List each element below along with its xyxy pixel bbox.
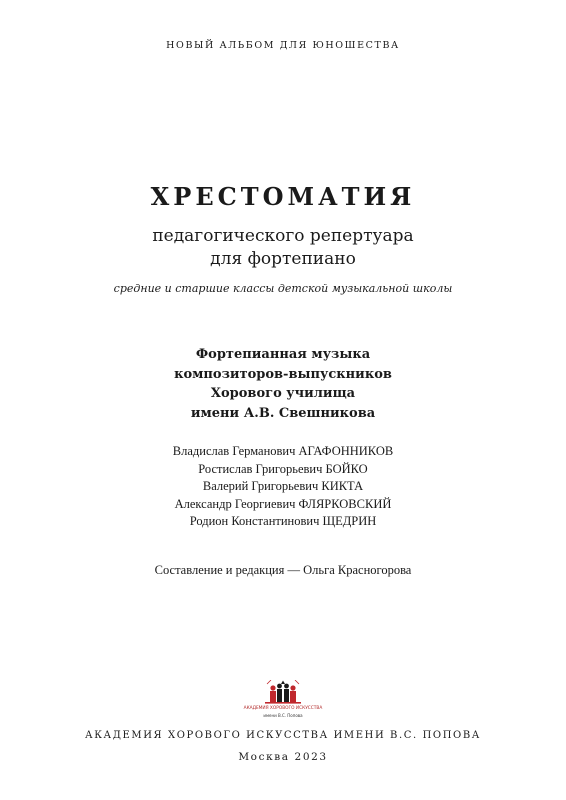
author-name: Ростислав Григорьевич БОЙКО — [198, 461, 368, 476]
author-name: Александр Георгиевич ФЛЯРКОВСКИЙ — [174, 496, 392, 511]
logo-text-name: имени В.С. Попова — [263, 713, 303, 718]
choir-figures-icon — [241, 680, 325, 706]
book-title: ХРЕСТОМАТИЯ — [150, 182, 416, 211]
authors-list — [0, 443, 566, 531]
author-name: Валерий Григорьевич КИКТА — [202, 479, 364, 494]
author-name: Родион Константинович ЩЕДРИН — [189, 514, 377, 529]
section-line: имени А.В. Свешникова — [190, 405, 376, 421]
section-line: Хорового училища — [210, 386, 356, 401]
series-title: НОВЫЙ АЛЬБОМ ДЛЯ ЮНОШЕСТВА — [166, 40, 400, 51]
academy-logo — [241, 680, 325, 722]
section-line: композиторов-выпускников — [174, 366, 392, 382]
section-heading — [0, 345, 566, 423]
city-year: Москва 2023 — [238, 751, 328, 763]
publisher: АКАДЕМИЯ ХОРОВОГО ИСКУССТВА ИМЕНИ В.С. ПОПОВА — [85, 730, 481, 741]
book-subtitle-line1: педагогического репертуара — [152, 226, 414, 246]
editor-credit: Составление и редакция — Ольга Красногорова — [154, 563, 412, 577]
book-subtitle-line2: для фортепиано — [210, 249, 356, 269]
author-name: Владислав Германович АГАФОННИКОВ — [172, 444, 394, 458]
logo-text-academy: АКАДЕМИЯ ХОРОВОГО ИСКУССТВА — [243, 706, 323, 711]
section-line: Фортепианная музыка — [195, 347, 371, 362]
grade-levels: средние и старшие классы детской музыкальной школы — [113, 282, 453, 295]
